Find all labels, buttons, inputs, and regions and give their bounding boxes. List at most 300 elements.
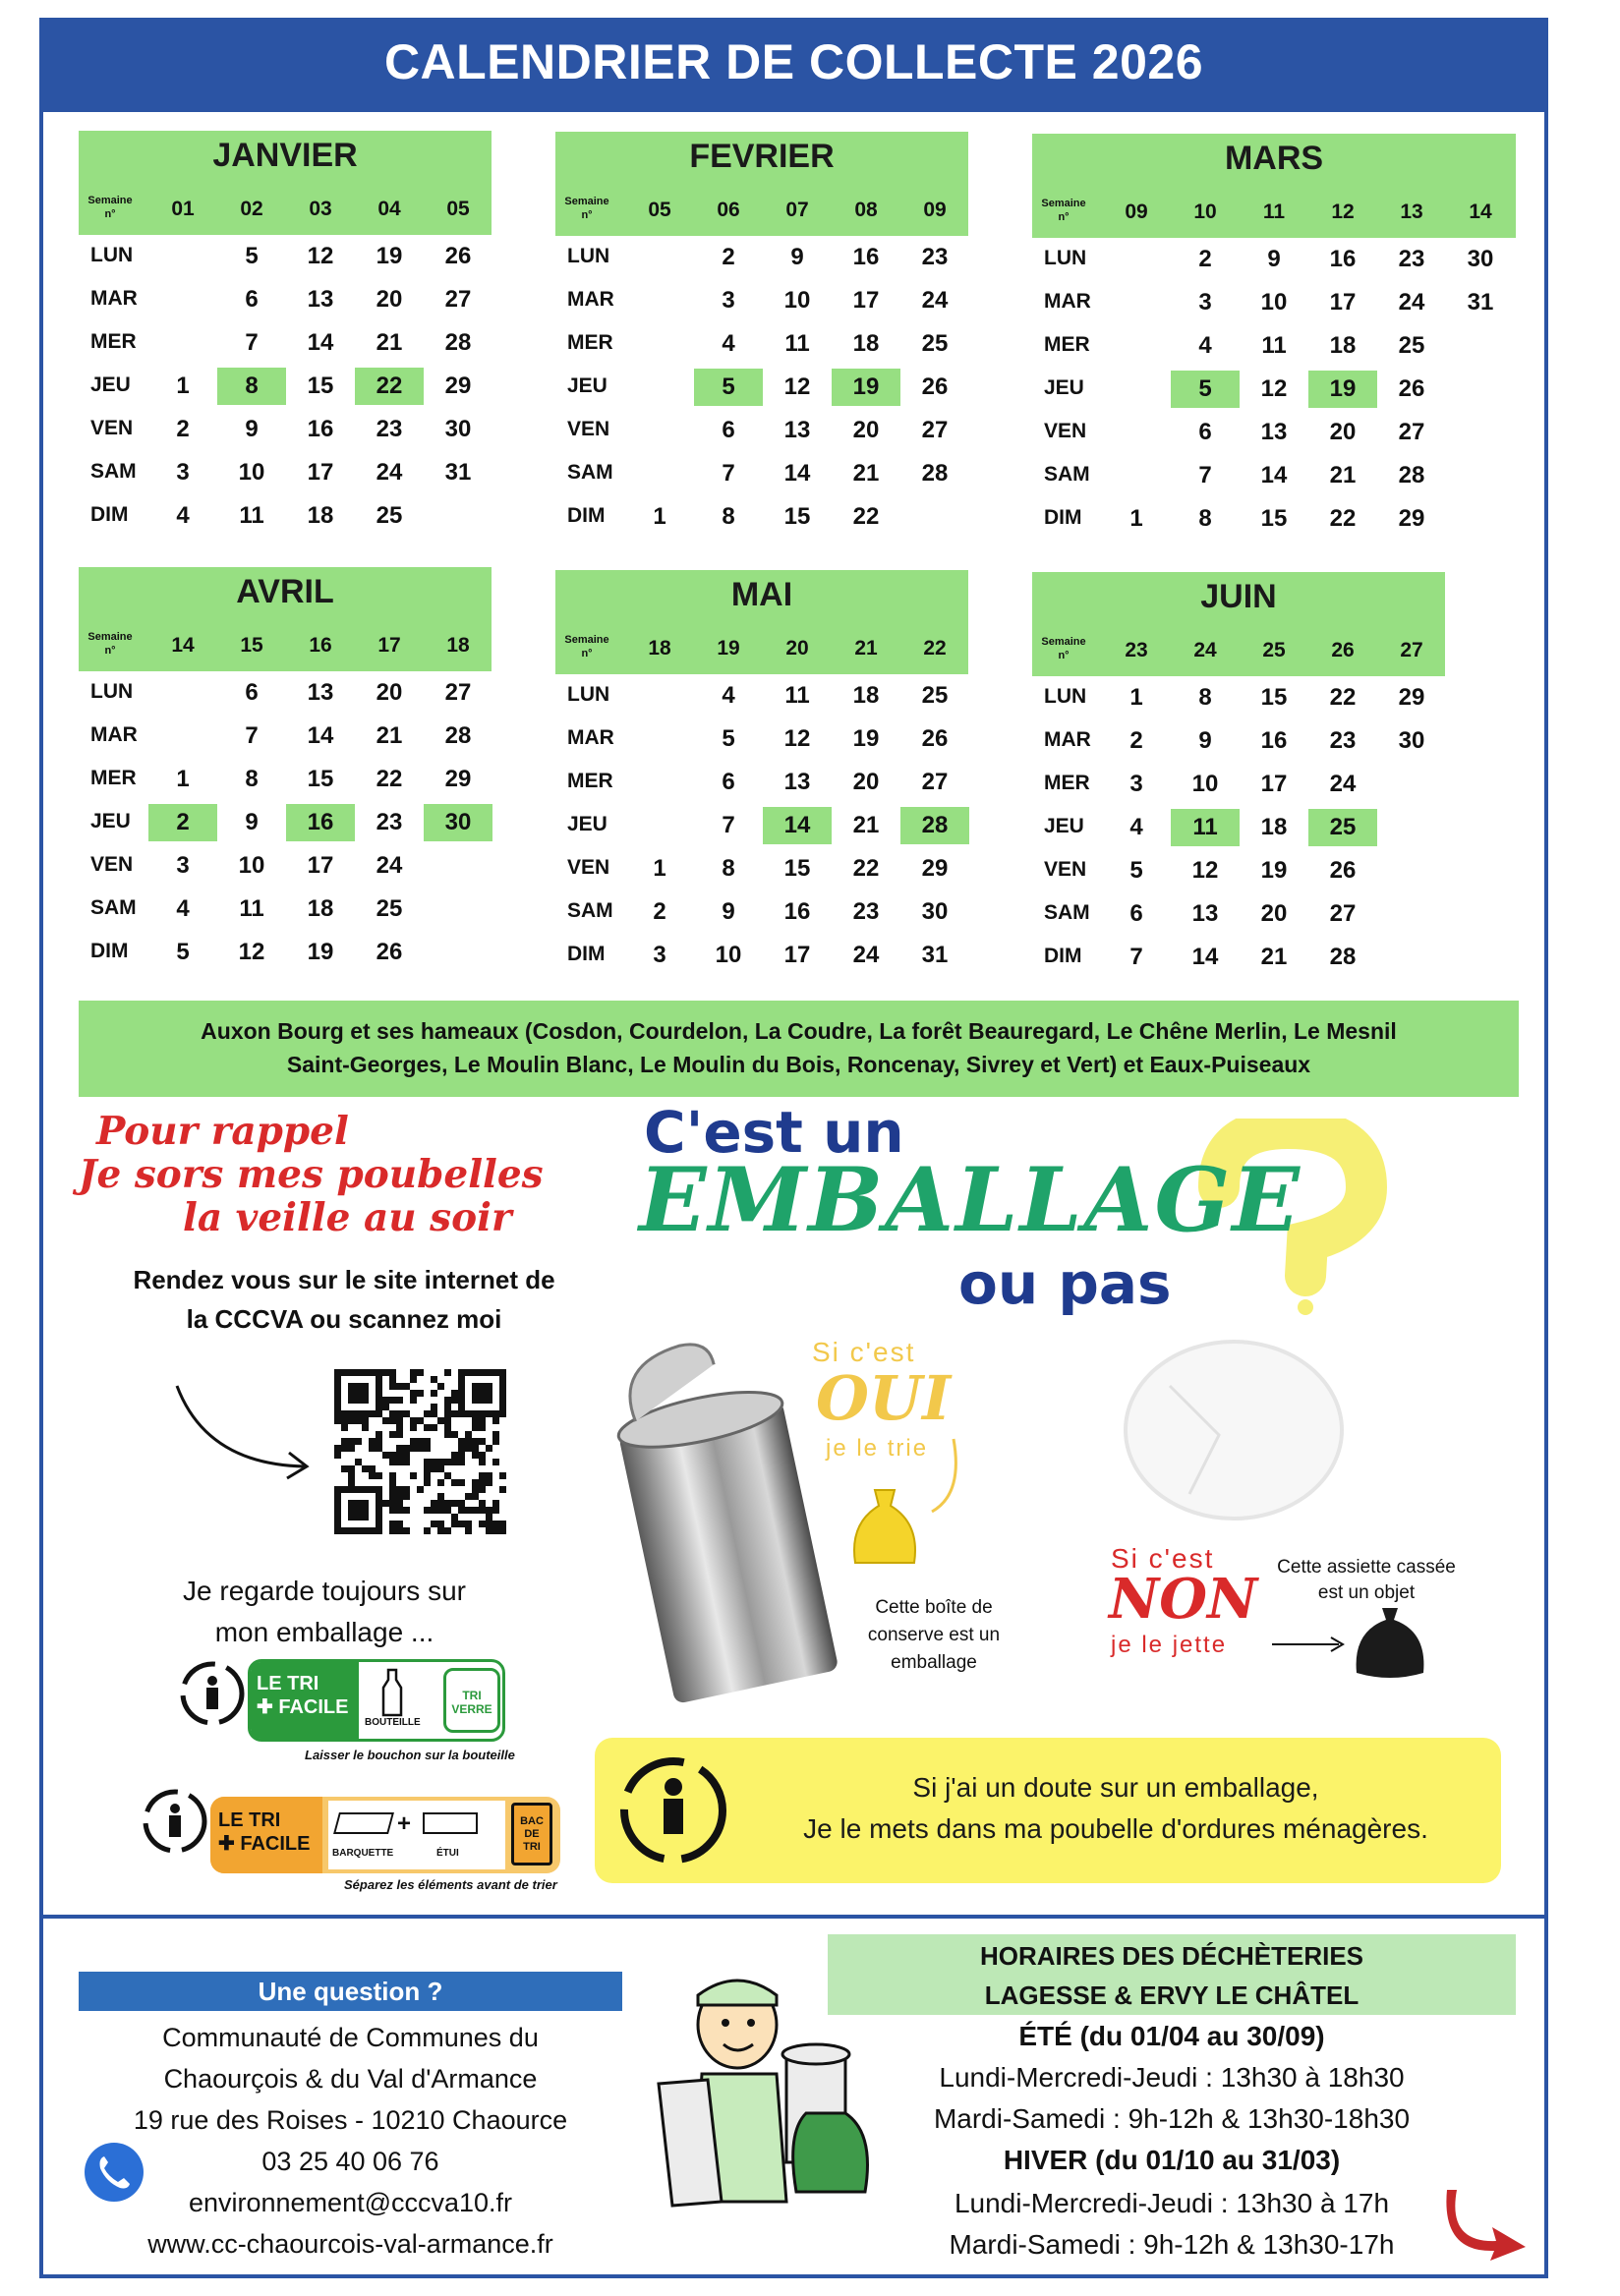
winter-hours-1: Lundi-Mercredi-Jeudi : 13h30 à 17h (954, 2188, 1390, 2218)
day-row (555, 279, 1017, 322)
day-row (79, 278, 541, 321)
day-cell: 26 (921, 373, 949, 400)
week-number: 13 (1400, 201, 1423, 223)
day-cell: 23 (852, 898, 880, 925)
day-cell: 5 (176, 939, 190, 965)
bottle-caption: Laisser le bouchon sur la bouteille (305, 1748, 515, 1762)
day-cell: 14 (1191, 944, 1219, 970)
qr-module (389, 1500, 396, 1507)
non-word: NON (1109, 1567, 1258, 1632)
oui-word: OUI (816, 1362, 952, 1434)
day-name: VEN (90, 417, 134, 439)
location-line-1: Auxon Bourg et ses hameaux (Cosdon, Courdelon, La Coudre, La forêt Beauregard, Le Chêne Merlin, Le Mesnil (201, 1018, 1397, 1044)
day-cell: 21 (376, 329, 403, 356)
day-name: JEU (1044, 815, 1084, 837)
day-row (555, 452, 1017, 495)
day-cell (625, 239, 694, 276)
day-name: SAM (90, 896, 137, 919)
day-row (1032, 806, 1494, 849)
week-number: 19 (717, 637, 740, 660)
day-row (1032, 936, 1494, 979)
day-row (1032, 281, 1494, 324)
week-number: 04 (377, 198, 401, 220)
qr-module (334, 1445, 341, 1452)
day-cell: 11 (239, 895, 264, 922)
qr-module (458, 1445, 465, 1452)
qr-module (437, 1500, 444, 1507)
day-name: DIM (1044, 945, 1082, 967)
qr-module (431, 1500, 437, 1507)
day-cell: 31 (444, 459, 472, 486)
qr-module (403, 1410, 410, 1417)
day-cell (1377, 939, 1446, 976)
day-cell (1102, 327, 1171, 365)
day-name: DIM (90, 503, 129, 526)
qr-module (492, 1438, 499, 1445)
day-row (555, 934, 1017, 977)
day-cell: 23 (1398, 246, 1425, 272)
qr-module (396, 1507, 403, 1514)
day-cell (900, 498, 969, 536)
day-cell: 4 (176, 502, 190, 529)
day-cell: 7 (245, 722, 259, 749)
qr-module (444, 1424, 451, 1431)
day-name: VEN (1044, 420, 1087, 442)
day-row (1032, 238, 1494, 281)
qr-module (389, 1369, 396, 1376)
qr-module (486, 1527, 492, 1534)
month-header (1032, 572, 1445, 676)
qr-module (417, 1486, 424, 1493)
qr-module (486, 1479, 492, 1486)
turn-page-arrow-icon[interactable] (1437, 2184, 1532, 2263)
qr-module (396, 1397, 403, 1404)
day-name: JEU (567, 374, 608, 397)
day-cell: 13 (1260, 419, 1288, 445)
day-cell: 11 (784, 330, 810, 357)
week-number: 14 (171, 634, 195, 657)
qr-module (444, 1459, 451, 1465)
qr-module (472, 1424, 479, 1431)
day-row (79, 494, 541, 538)
week-number: 18 (648, 637, 671, 660)
qr-module (472, 1507, 479, 1514)
qr-module (486, 1472, 492, 1479)
day-cell: 25 (376, 895, 403, 922)
day-cell: 16 (852, 244, 880, 270)
day-cell: 8 (245, 766, 259, 792)
decheteries-heading-1: HORAIRES DES DÉCHÈTERIES (979, 1941, 1364, 1971)
qr-module (417, 1445, 424, 1452)
qr-module (376, 1431, 382, 1438)
qr-module (376, 1445, 382, 1452)
box-icon (423, 1812, 478, 1834)
qr-module (472, 1383, 492, 1404)
day-row (1032, 892, 1494, 936)
day-cell: 25 (376, 502, 403, 529)
qr-module (458, 1521, 465, 1527)
tri-verre-badge (443, 1668, 500, 1733)
tri-verre-badge-1: TRI (462, 1689, 482, 1702)
day-name: MAR (1044, 728, 1091, 751)
day-row (1032, 763, 1494, 806)
day-row (79, 888, 541, 931)
qr-module (479, 1452, 486, 1459)
day-cell: 12 (1260, 375, 1288, 402)
qr-module (465, 1445, 472, 1452)
location-band (79, 1001, 1519, 1097)
qr-module (458, 1479, 465, 1486)
day-cell: 26 (444, 243, 472, 269)
website-invite-line-2: la CCCVA ou scannez moi (186, 1304, 502, 1334)
day-cell: 20 (376, 679, 403, 706)
day-cell: 11 (784, 682, 810, 709)
qr-module (410, 1438, 417, 1445)
collection-day: 25 (1308, 809, 1377, 846)
week-number-label: Semaine n° (1041, 198, 1086, 223)
qr-module (472, 1417, 479, 1424)
day-cell: 8 (722, 855, 735, 882)
month-name: MARS (1224, 140, 1324, 177)
day-row (555, 409, 1017, 452)
plus-sign-icon: + (397, 1810, 412, 1837)
emballage-line-1: C'est un (644, 1099, 904, 1166)
day-name: VEN (1044, 858, 1087, 881)
week-number: 08 (854, 199, 878, 221)
day-cell: 27 (1329, 900, 1357, 927)
tin-can-image (600, 1337, 845, 1710)
day-row (555, 366, 1017, 409)
day-cell: 1 (1129, 505, 1143, 532)
day-cell: 6 (722, 769, 735, 795)
decheteries-heading (828, 1934, 1516, 2015)
day-cell: 15 (307, 766, 334, 792)
qr-module (396, 1417, 403, 1424)
day-cell (1102, 371, 1171, 408)
qr-module (382, 1452, 389, 1459)
qr-module (431, 1459, 437, 1465)
qr-module (396, 1459, 403, 1465)
day-cell: 2 (653, 898, 666, 925)
day-cell: 24 (376, 459, 403, 486)
contact-address: 19 rue des Roises - 10210 Chaource (133, 2105, 568, 2135)
day-cell: 26 (921, 725, 949, 752)
week-number: 16 (309, 634, 332, 657)
collection-day: 19 (1308, 371, 1377, 408)
day-cell: 23 (376, 809, 403, 835)
day-cell (625, 720, 694, 758)
month-mars (1032, 134, 1494, 541)
week-number: 09 (1125, 201, 1148, 223)
day-cell: 17 (852, 287, 880, 314)
day-cell: 24 (852, 942, 880, 968)
day-cell: 9 (1198, 727, 1212, 754)
qr-module (451, 1397, 458, 1404)
qr-module (396, 1424, 403, 1431)
qr-module (431, 1376, 437, 1383)
qr-module (479, 1438, 486, 1445)
qr-module (348, 1479, 355, 1486)
qr-module (369, 1472, 376, 1479)
qr-module (465, 1527, 472, 1534)
can-caption-1: Cette boîte de (875, 1597, 993, 1618)
day-cell: 24 (1329, 771, 1357, 797)
week-number: 18 (446, 634, 470, 657)
month-header (1032, 134, 1516, 238)
qr-module (431, 1424, 437, 1431)
day-cell: 4 (722, 682, 735, 709)
day-cell: 14 (783, 460, 811, 487)
week-number: 17 (377, 634, 401, 657)
day-cell: 1 (653, 855, 666, 882)
day-cell: 10 (238, 459, 265, 486)
qr-module (458, 1507, 465, 1514)
qr-module (348, 1445, 355, 1452)
day-cell: 5 (245, 243, 259, 269)
day-cell (424, 847, 492, 885)
qr-module (410, 1445, 417, 1452)
qr-module (362, 1417, 369, 1424)
day-name: VEN (567, 856, 610, 879)
month-header (79, 567, 492, 671)
qr-module (437, 1383, 444, 1390)
day-row (1032, 324, 1494, 368)
day-cell: 20 (852, 769, 880, 795)
day-cell: 20 (1329, 419, 1357, 445)
day-cell: 10 (783, 287, 811, 314)
day-name: LUN (90, 680, 134, 703)
day-row (555, 761, 1017, 804)
day-name: SAM (1044, 463, 1090, 486)
month-name: MAI (730, 576, 793, 613)
qr-module (437, 1417, 444, 1424)
qr-module (341, 1445, 348, 1452)
month-name: JANVIER (212, 137, 358, 174)
qr-module (472, 1493, 479, 1500)
tray-label: BARQUETTE (332, 1848, 394, 1859)
day-cell: 26 (1398, 375, 1425, 402)
day-cell (1446, 371, 1515, 408)
day-row (79, 365, 541, 408)
day-cell: 2 (176, 416, 190, 442)
day-name: MER (1044, 772, 1090, 794)
tri-facile-title-1: LE TRI (257, 1673, 319, 1694)
week-number: 25 (1262, 639, 1286, 661)
day-cell (148, 718, 217, 755)
qr-module (396, 1410, 403, 1417)
month-header (79, 131, 492, 235)
day-cell: 18 (852, 330, 880, 357)
reminder-line-2: Je sors mes poubelles (79, 1152, 544, 1197)
qr-module (479, 1417, 486, 1424)
qr-module (492, 1500, 499, 1507)
triman-icon-2 (140, 1789, 210, 1854)
summer-heading: ÉTÉ (du 01/04 au 30/09) (1018, 2021, 1325, 2051)
qr-module (396, 1452, 403, 1459)
day-cell: 27 (444, 286, 472, 313)
day-cell: 6 (245, 679, 259, 706)
day-row (79, 671, 541, 715)
qr-module (486, 1514, 492, 1521)
day-row (1032, 497, 1494, 541)
tray-caption: Séparez les éléments avant de trier (344, 1877, 557, 1892)
day-cell: 22 (1329, 505, 1357, 532)
day-cell: 6 (245, 286, 259, 313)
day-cell: 4 (176, 895, 190, 922)
qr-module (486, 1445, 492, 1452)
qr-module (348, 1417, 355, 1424)
qr-module (389, 1507, 396, 1514)
day-cell: 22 (376, 766, 403, 792)
qr-module (362, 1465, 369, 1472)
qr-module (369, 1438, 376, 1445)
day-name: JEU (90, 373, 131, 396)
qr-module (382, 1397, 389, 1404)
day-cell: 25 (921, 682, 949, 709)
day-name: DIM (567, 504, 606, 527)
day-cell: 21 (852, 812, 880, 838)
qr-module (424, 1438, 431, 1445)
qr-module (410, 1417, 417, 1424)
qr-module (389, 1410, 396, 1417)
week-number: 27 (1400, 639, 1423, 661)
qr-module (403, 1445, 410, 1452)
day-cell: 4 (722, 330, 735, 357)
day-cell: 5 (722, 725, 735, 752)
day-cell: 21 (1329, 462, 1357, 488)
plate-caption (1258, 1555, 1475, 1606)
day-cell: 1 (176, 766, 190, 792)
month-fevrier (555, 132, 1017, 539)
day-cell: 29 (1398, 505, 1425, 532)
arrow-right-icon (1270, 1632, 1349, 1657)
broken-plate-image (1111, 1327, 1357, 1533)
qr-module (472, 1438, 479, 1445)
qr-module (348, 1500, 369, 1521)
qr-module (389, 1527, 396, 1534)
day-cell: 8 (1198, 684, 1212, 711)
day-cell (1377, 809, 1446, 846)
day-cell: 19 (307, 939, 334, 965)
day-cell (1446, 457, 1515, 494)
qr-module (492, 1521, 499, 1527)
week-number-label: Semaine n° (1041, 636, 1086, 661)
contact-phone[interactable]: 03 25 40 06 76 (261, 2147, 439, 2176)
qr-module (479, 1472, 486, 1479)
qr-module (382, 1369, 389, 1376)
contact-website[interactable]: www.cc-chaourcois-val-armance.fr (147, 2229, 553, 2259)
day-row (1032, 676, 1494, 719)
day-name: MER (1044, 333, 1090, 356)
day-cell: 9 (722, 898, 735, 925)
qr-module (355, 1417, 362, 1424)
qr-module (396, 1527, 403, 1534)
day-cell: 22 (852, 503, 880, 530)
qr-module (403, 1486, 410, 1493)
qr-module (465, 1493, 472, 1500)
qr-module (424, 1424, 431, 1431)
day-name: VEN (90, 853, 134, 876)
qr-module (444, 1417, 451, 1424)
curved-arrow-icon (167, 1376, 324, 1484)
month-name: AVRIL (236, 573, 334, 610)
doubt-box (595, 1738, 1501, 1883)
qr-module (499, 1486, 506, 1493)
qr-module (465, 1507, 472, 1514)
day-row (79, 758, 541, 801)
qr-module (403, 1493, 410, 1500)
day-row (79, 801, 541, 844)
plate-caption-2: est un objet (1317, 1582, 1416, 1603)
day-cell: 17 (783, 942, 811, 968)
qr-module (451, 1459, 458, 1465)
day-cell: 30 (444, 416, 472, 442)
emballage-line-3: ou pas (958, 1250, 1172, 1317)
day-row (79, 451, 541, 494)
day-row (1032, 719, 1494, 763)
day-row (555, 890, 1017, 934)
week-number: 15 (240, 634, 263, 657)
day-cell: 29 (444, 373, 472, 399)
qr-module (369, 1465, 376, 1472)
day-cell: 7 (1129, 944, 1143, 970)
day-row (79, 235, 541, 278)
day-cell (1446, 414, 1515, 451)
collection-day: 8 (217, 368, 286, 405)
qr-module (396, 1383, 403, 1390)
day-cell: 13 (783, 417, 811, 443)
day-cell: 12 (307, 243, 334, 269)
qr-module (369, 1445, 376, 1452)
qr-module (382, 1500, 389, 1507)
contact-email[interactable]: environnement@cccva10.fr (188, 2188, 513, 2217)
day-name: MER (90, 767, 137, 789)
qr-module (458, 1452, 465, 1459)
day-cell: 4 (1129, 814, 1143, 840)
day-cell: 14 (307, 329, 334, 356)
day-cell: 24 (1398, 289, 1425, 316)
day-cell: 19 (1260, 857, 1288, 884)
qr-module (431, 1404, 437, 1410)
collection-day: 30 (424, 804, 492, 841)
day-cell: 3 (653, 942, 666, 968)
qr-module (444, 1527, 451, 1534)
can-caption-3: emballage (891, 1652, 977, 1673)
day-cell: 7 (245, 329, 259, 356)
week-number: 21 (854, 637, 878, 660)
day-row (1032, 454, 1494, 497)
plate-caption-1: Cette assiette cassée (1277, 1557, 1456, 1578)
day-row (555, 847, 1017, 890)
day-cell: 6 (1129, 900, 1143, 927)
day-cell: 20 (1260, 900, 1288, 927)
qr-module (444, 1431, 451, 1438)
day-cell: 13 (307, 286, 334, 313)
qr-module (479, 1521, 486, 1527)
day-cell: 18 (852, 682, 880, 709)
week-number: 01 (171, 198, 195, 220)
day-cell: 15 (783, 855, 811, 882)
week-number-label: Semaine n° (564, 634, 609, 660)
day-cell (1377, 766, 1446, 803)
month-name: JUIN (1200, 578, 1277, 615)
qr-code[interactable] (334, 1369, 506, 1534)
qr-module (355, 1459, 362, 1465)
qr-module (437, 1527, 444, 1534)
qr-module (389, 1472, 396, 1479)
qr-module (389, 1452, 396, 1459)
day-cell: 24 (921, 287, 949, 314)
